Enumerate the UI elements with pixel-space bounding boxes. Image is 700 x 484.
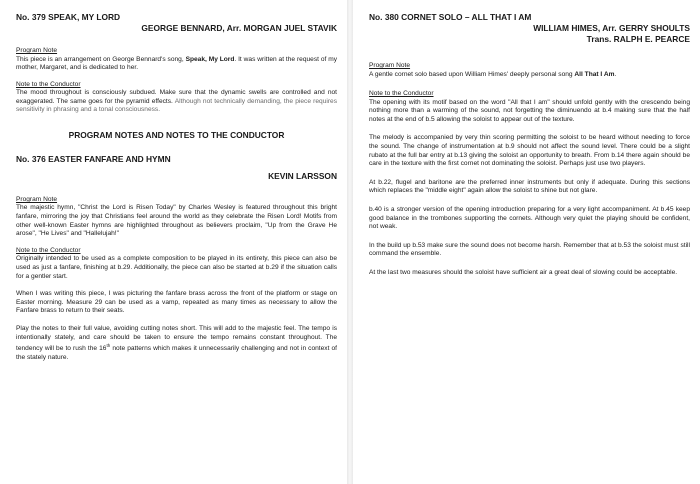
piece-380-paragraph-2: The melody is accompanied by very thin scoring permitting the soloist to be heard without needing to force the sound. The change of instrumentation at b.9 should not affect the sound level. There could be a slight rubato at the full bar entry at b.13 giving the soloist an opportunity to breath. From b.14 there again should be care in the texture with the first cornet not dominating the soloist. Perhaps just use two players. <box>369 134 690 168</box>
piece-376-title: No. 376 EASTER FANFARE AND HYMN <box>16 153 171 164</box>
piece-376-credit: KEVIN LARSSON <box>268 170 337 181</box>
right-page <box>353 0 700 484</box>
piece-380-paragraph-1: The opening with its motif based on the word "All that I am" should unfold gently with the crescendo being nothing more than a warming of the sound, not forgetting the diminuendo at b.4 making sure that the half notes at the end of b.5 allowing the soloist to appear out of the texture. <box>369 98 690 123</box>
piece-380-program-note-heading: Program Note <box>369 62 411 69</box>
piece-379-conductor-heading: Note to the Conductor <box>16 80 81 88</box>
piece-376-conductor-heading: Note to the Conductor <box>16 246 81 254</box>
piece-380-paragraph-3: At b.22, flugel and baritone are the preferred inner instruments but only if adequate. During this sections which replaces the "middle eight" again allow the soloist to shine but not glare. <box>369 178 690 195</box>
section-title: PROGRAM NOTES AND NOTES TO THE CONDUCTOR <box>68 129 285 140</box>
piece-376-conductor-paragraph-2: When I was writing this piece, I was picturing the fanfare brass across the front of the platform or stage on Easter morning. Measure 29 can be used as a vamp, repeated as many times as necessary to allow the Fanfare brass to return to their seats. <box>16 290 337 315</box>
piece-376-program-note: The majestic hymn, "Christ the Lord is Risen Today" by Charles Wesley is featured throughout this bright fanfare, mirroring the joy that Christians feel around the world as they celebrate the Risen Lord! Motifs from other well-known Easter hymns are highlighted throughout as believers proclaim, "Up from the Grave He arose", "He Lives" and "Hallelujah!" <box>16 204 337 238</box>
piece-380-paragraph-5: In the build up b.53 make sure the sound does not become harsh. Remember that at b.53 the soloist must still command the ensemble. <box>369 241 690 258</box>
piece-379-program-note-heading: Program Note <box>16 47 58 54</box>
piece-379-conductor-note: The mood throughout is consciously subdued. Make sure that the dynamic swells are controlled and not exaggerated. The same goes for the pyramid effects. Although not technically demanding, the piece requires sensitivity in phrasing and a tonal consciousness. <box>16 89 338 114</box>
piece-376-conductor-paragraph-1: Originally intended to be used as a complete composition to be played in its entirety, this piece can also be used as just a fanfare, finishing at b.29. Additionally, the piece can also be started at b.29 if the situation calls for a gentler start. <box>16 255 337 280</box>
left-page <box>0 0 347 484</box>
piece-376-program-note-heading: Program Note <box>16 195 58 203</box>
piece-380-transcriber: Trans. RALPH E. PEARCE <box>586 34 690 44</box>
piece-380-program-note: A gentle cornet solo based upon William Himes' deeply personal song All That I Am. <box>369 70 617 78</box>
piece-380-conductor-heading: Note to the Conductor <box>369 90 434 98</box>
piece-380-paragraph-4: b.40 is a stronger version of the opening introduction preparing for a very light accompaniment. At b.45 keep good balance in the trombones supporting the cornets. Although very quiet the playing should be confident, not weak. <box>369 205 690 231</box>
piece-380-credit: WILLIAM HIMES, Arr. GERRY SHOULTS <box>533 23 690 33</box>
piece-379-program-note: This piece is an arrangement on George Bennard's song, Speak, My Lord. It was written at the request of my mother, Margaret, and is dedicated to her. <box>16 55 337 72</box>
piece-380-title: No. 380 CORNET SOLO – ALL THAT I AM <box>369 12 532 22</box>
piece-380-paragraph-6: At the last two measures should the soloist have sufficient air a great deal of slowing could be acceptable. <box>369 268 678 276</box>
piece-379-credit: GEORGE BENNARD, Arr. MORGAN JUEL STAVIK <box>141 23 337 33</box>
piece-379-title: No. 379 SPEAK, MY LORD <box>16 12 121 22</box>
piece-376-conductor-paragraph-3: Play the notes to their full value, avoiding cutting notes short. This will add to the majestic feel. The tempo is intentionally stately, and care should be taken to ensure the tempo remains constant throughout. The tendency will be to rush the 16th note patterns which makes it unnecessarily challenging and not in context of the stately nature. <box>16 324 338 361</box>
